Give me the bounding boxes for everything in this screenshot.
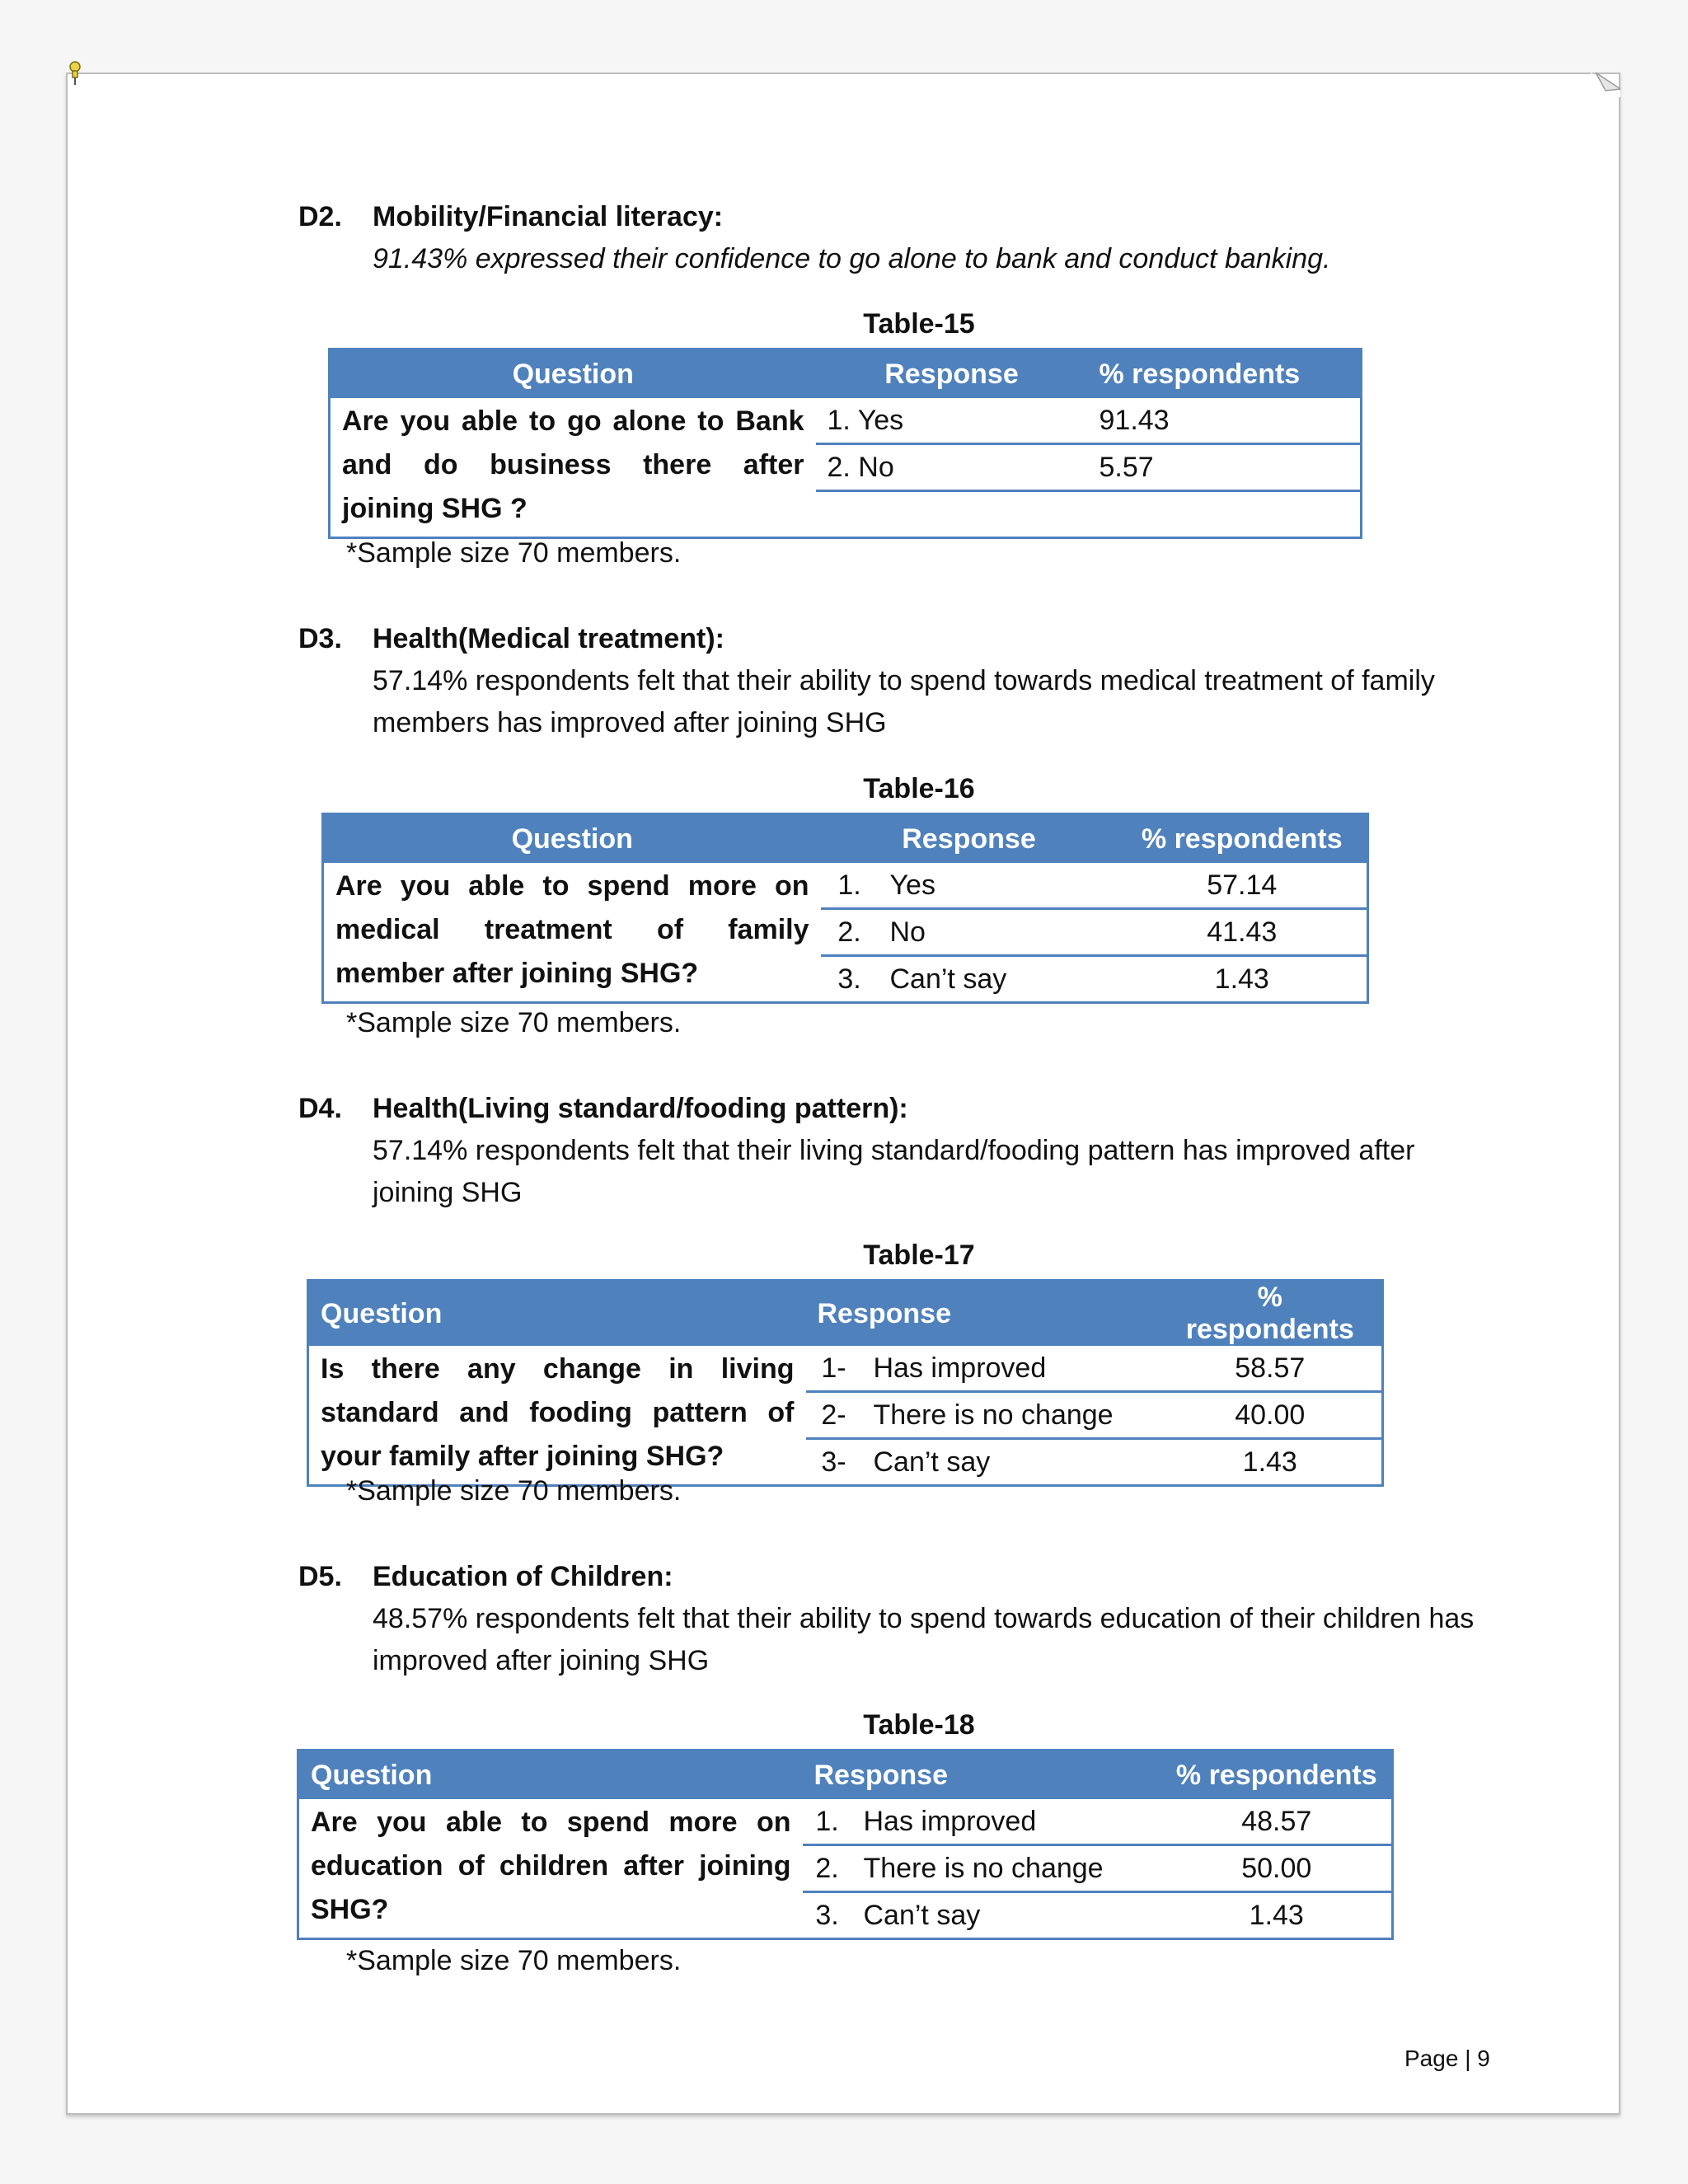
column-header-response: Response [806,1281,1159,1347]
sample-note: *Sample size 70 members. [346,1945,682,1976]
column-header-question: Question [298,1750,803,1800]
column-header-percent: % respondents [1162,1750,1393,1800]
response-cell: 1. Yes [816,398,1088,444]
sample-note: *Sample size 70 members. [346,537,682,569]
sample-note: *Sample size 70 members. [346,1007,682,1038]
page-label: Page [1404,2046,1459,2071]
section-text: 57.14% respondents felt that their living standard/fooding pattern has improved after joining SHG [373,1135,1415,1208]
response-cell: Can’t say [889,963,1007,995]
page-curl-icon [1591,73,1620,97]
response-number: 3- [821,1446,846,1478]
section-number: D3. [298,623,342,654]
table-caption: Table-17 [863,1240,975,1271]
table-row [298,1799,1393,1845]
table-15 [328,348,1362,539]
page-separator: | [1465,2046,1471,2071]
column-header-question: Question [323,814,821,864]
table-17 [307,1279,1384,1487]
table-18 [297,1749,1394,1940]
percent-cell: 41.43 [1118,909,1368,956]
response-number: 1. [821,863,879,909]
response-number: 3. [815,1899,839,1931]
percent-cell: 91.43 [1088,398,1362,444]
response-cell: Has improved [862,1346,1159,1392]
section-text: 91.43% expressed their confidence to go alone to bank and conduct banking. [373,243,1331,274]
table-caption: Table-18 [863,1709,975,1741]
section-heading: Mobility/Financial literacy: [373,201,724,232]
percent-cell: 1.43 [1214,963,1269,995]
percent-cell: 57.14 [1118,863,1368,909]
percent-cell: 50.00 [1162,1845,1393,1892]
pin-icon [68,61,82,86]
response-number: 2- [806,1392,862,1439]
percent-cell: 40.00 [1159,1392,1383,1439]
column-header-question: Question [308,1281,806,1347]
table-16 [321,813,1369,1004]
response-cell: Can’t say [873,1446,991,1478]
table-caption: Table-15 [863,308,975,340]
section-number: D5. [298,1561,342,1592]
table-row [308,1346,1383,1392]
question-cell: Are you able to go alone to Bank and do business there after joining SHG ? [342,405,804,524]
response-number: 1- [806,1346,862,1392]
column-header-percent: % respondents [1088,349,1362,399]
question-cell: Are you able to spend more on education of children after joining SHG? [311,1807,791,1925]
sample-note: *Sample size 70 members. [346,1475,682,1507]
page-footer [1404,2046,1490,2072]
section-number: D4. [298,1093,342,1124]
response-cell: No [879,909,1118,956]
column-header-question: Question [330,349,816,399]
response-number: 2. [803,1845,852,1892]
response-number: 3. [837,963,861,995]
section-text: 48.57% respondents felt that their ability to spend towards education of their children has improved after joining SHG [373,1603,1475,1676]
percent-cell: 48.57 [1162,1799,1393,1845]
column-header-percent: % respondents [1118,814,1368,864]
section-text: 57.14% respondents felt that their ability to spend towards medical treatment of family members has improved after joining SHG [373,665,1435,738]
section-heading: Education of Children: [373,1561,673,1592]
response-number: 1. [803,1799,852,1845]
response-cell: Can’t say [863,1899,981,1931]
response-cell: 2. No [816,444,1088,491]
percent-cell: 58.57 [1159,1346,1383,1392]
percent-cell: 1.43 [1249,1899,1304,1931]
column-header-response: Response [816,349,1088,399]
table-caption: Table-16 [863,773,975,804]
response-number: 2. [821,909,879,956]
percent-cell: 1.43 [1242,1446,1297,1478]
page-number: 9 [1477,2046,1490,2071]
response-cell: There is no change [852,1845,1162,1892]
section-number: D2. [298,201,342,232]
question-cell: Is there any change in living standard and fooding pattern of your family after joining SHG? [321,1353,795,1472]
column-header-percent: % respondents [1159,1281,1383,1347]
section-heading: Health(Medical treatment): [373,623,724,654]
response-cell: There is no change [862,1392,1159,1439]
percent-cell: 5.57 [1088,444,1362,491]
response-cell: Has improved [852,1799,1162,1845]
column-header-response: Response [821,814,1118,864]
column-header-response: Response [803,1750,1162,1800]
table-row [323,863,1368,909]
question-cell: Are you able to spend more on medical treatment of family member after joining SHG? [335,870,809,989]
table-row [330,398,1362,444]
response-cell: Yes [879,863,1118,909]
section-heading: Health(Living standard/fooding pattern): [373,1093,908,1124]
